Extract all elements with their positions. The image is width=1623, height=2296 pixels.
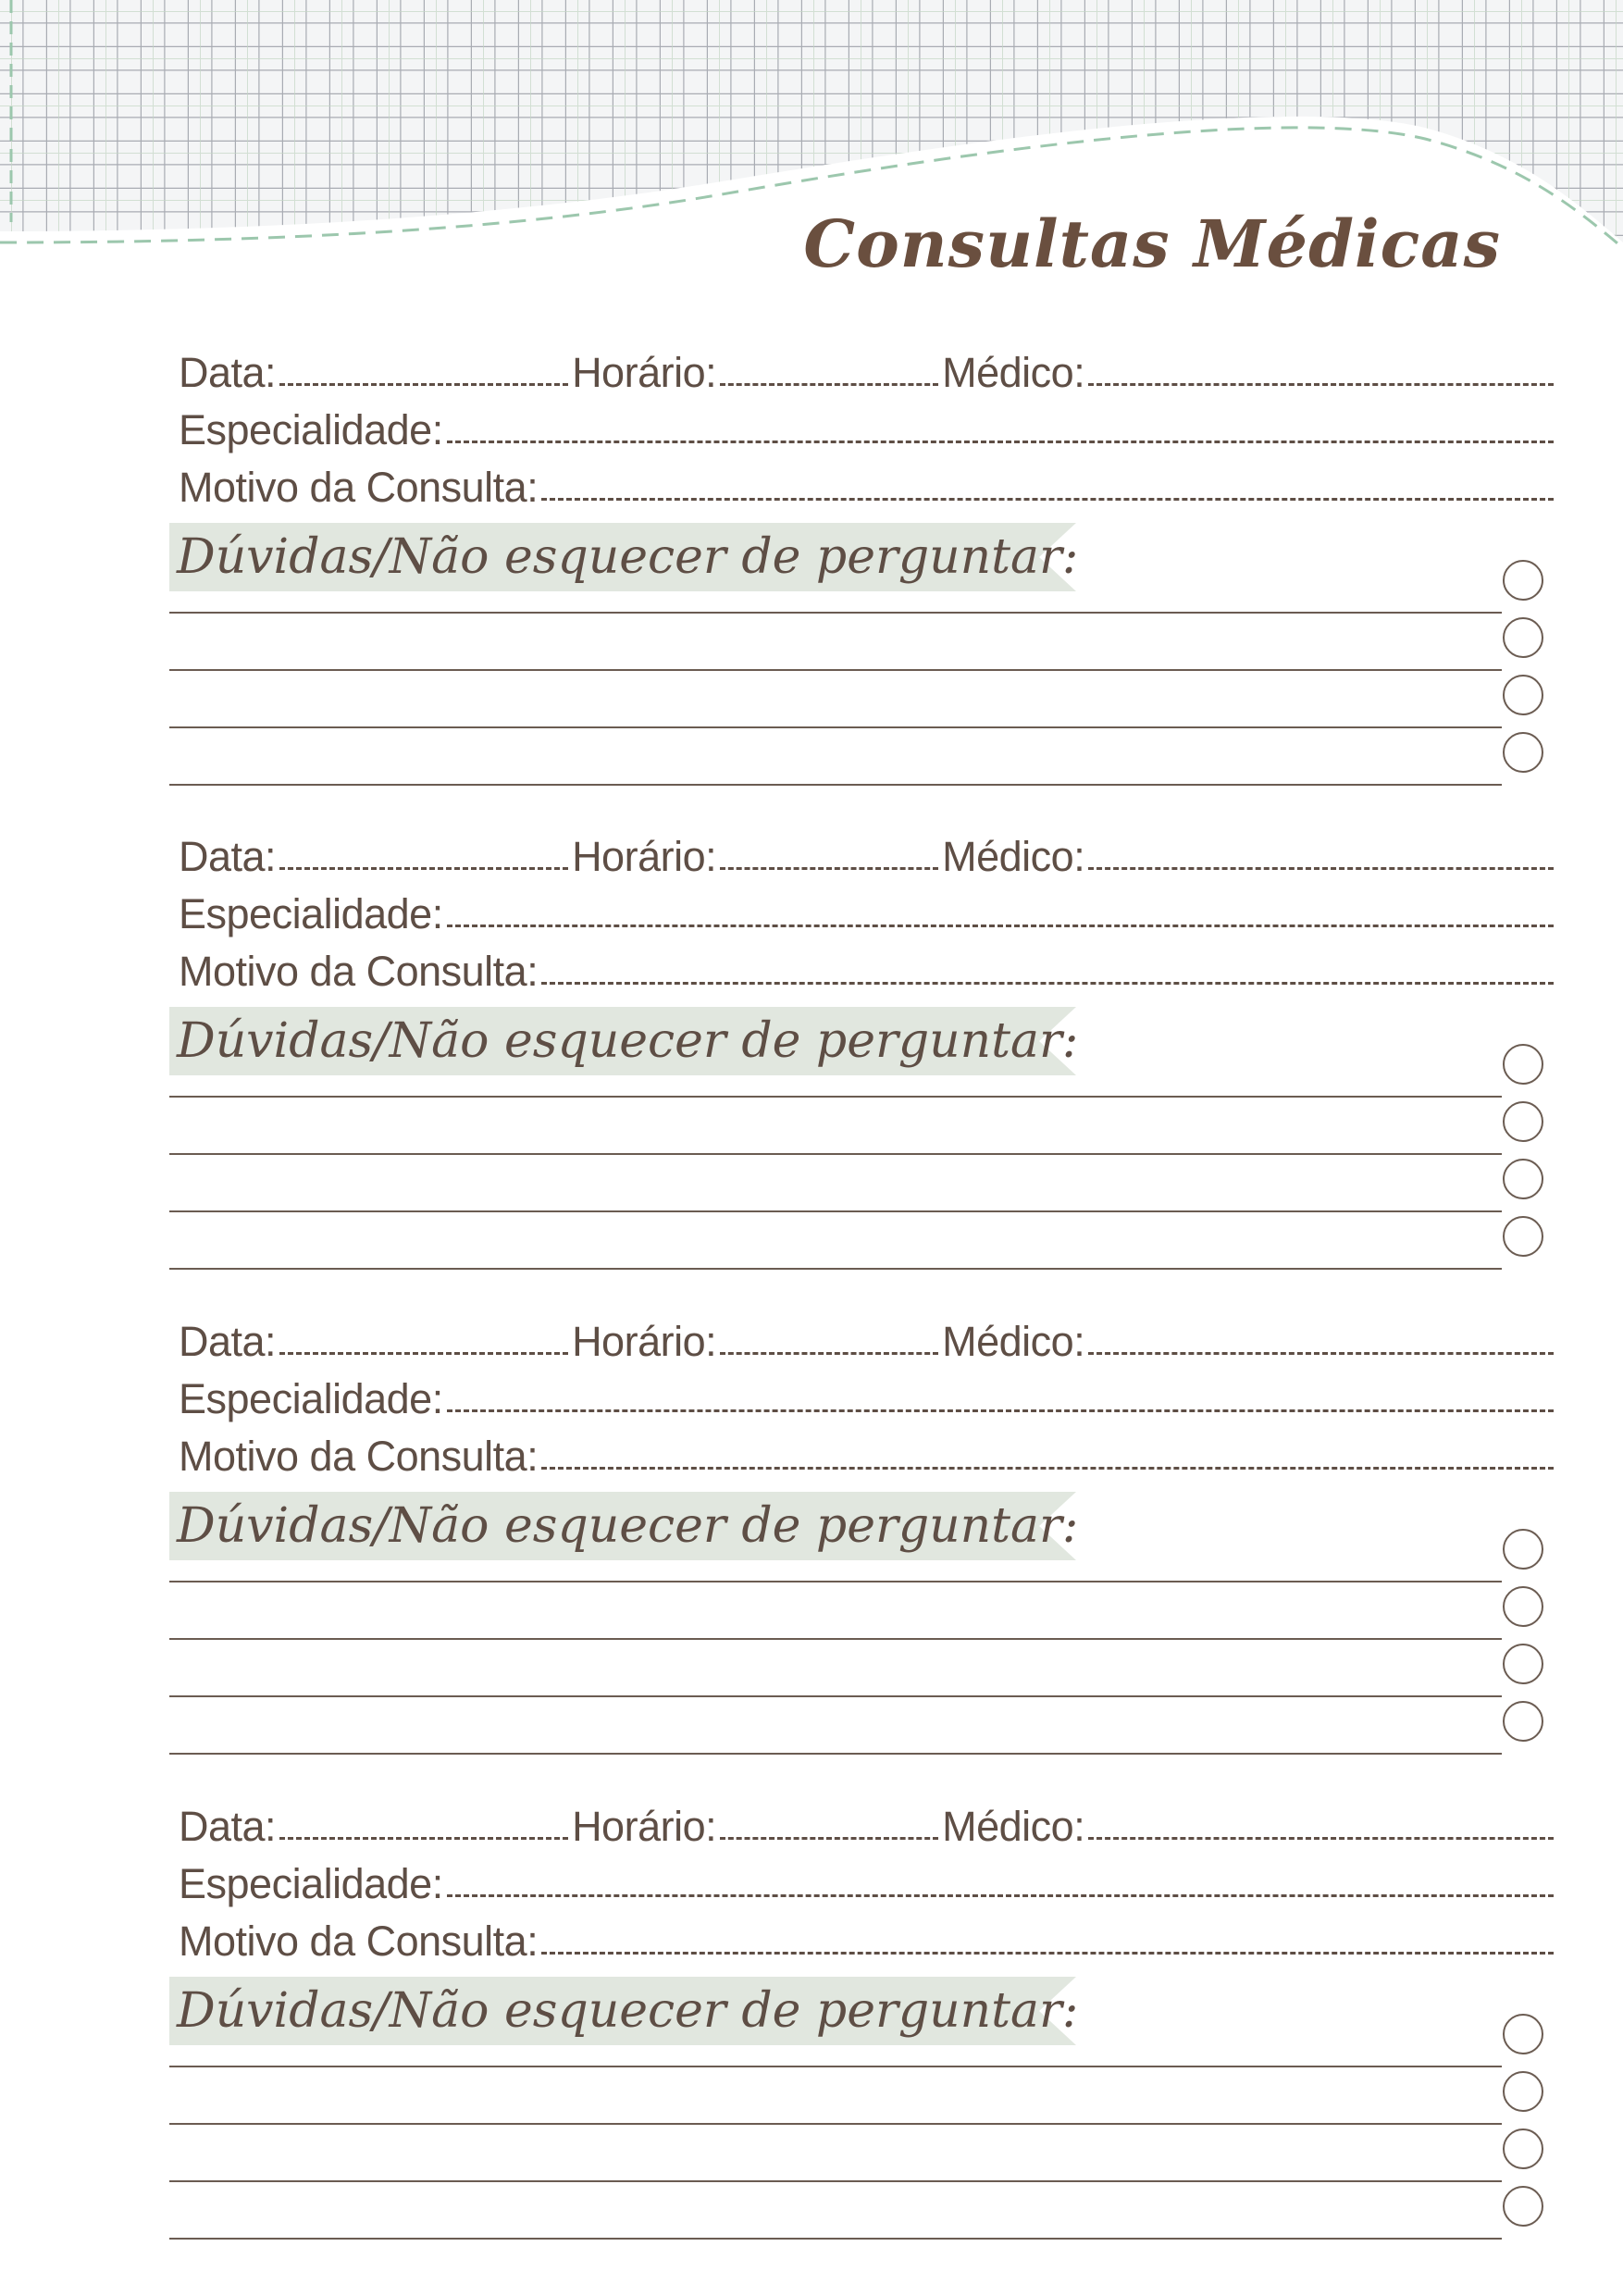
- date-label: Data:: [179, 833, 277, 880]
- question-line[interactable]: [169, 2238, 1502, 2240]
- question-line[interactable]: [169, 1096, 1502, 1098]
- appointment-block-2: [0, 822, 1623, 1303]
- specialty-label: Especialidade:: [179, 1860, 443, 1907]
- doctor-label: Médico:: [942, 833, 1085, 880]
- date-label: Data:: [179, 1318, 277, 1365]
- specialty-field[interactable]: [447, 1409, 1554, 1412]
- time-field[interactable]: [720, 867, 938, 870]
- question-line[interactable]: [169, 669, 1502, 671]
- question-checkbox[interactable]: [1503, 560, 1543, 601]
- questions-banner: [169, 523, 1095, 591]
- time-field[interactable]: [720, 1837, 938, 1840]
- question-checkbox[interactable]: [1503, 732, 1543, 773]
- date-label: Data:: [179, 1803, 277, 1850]
- reason-field[interactable]: [541, 982, 1554, 985]
- doctor-field[interactable]: [1088, 383, 1554, 386]
- appointment-block-3: [0, 1307, 1623, 1788]
- doctor-label: Médico:: [942, 1318, 1085, 1365]
- question-checkbox[interactable]: [1503, 2014, 1543, 2054]
- question-line[interactable]: [169, 1753, 1502, 1755]
- time-label: Horário:: [572, 1318, 717, 1365]
- question-line[interactable]: [169, 1638, 1502, 1640]
- question-line[interactable]: [169, 784, 1502, 786]
- question-line[interactable]: [169, 1581, 1502, 1582]
- question-checkbox[interactable]: [1503, 2071, 1543, 2112]
- doctor-field[interactable]: [1088, 1352, 1554, 1355]
- reason-label: Motivo da Consulta:: [179, 1433, 539, 1480]
- date-field[interactable]: [279, 383, 568, 386]
- appointment-block-1: [0, 338, 1623, 819]
- question-checkbox[interactable]: [1503, 617, 1543, 658]
- specialty-label: Especialidade:: [179, 406, 443, 453]
- specialty-field[interactable]: [447, 1894, 1554, 1897]
- questions-label: Dúvidas/Não esquecer de perguntar:: [177, 1013, 1079, 1069]
- question-line[interactable]: [169, 1210, 1502, 1212]
- doctor-field[interactable]: [1088, 867, 1554, 870]
- question-checkbox[interactable]: [1503, 1644, 1543, 1684]
- doctor-label: Médico:: [942, 1803, 1085, 1850]
- questions-label: Dúvidas/Não esquecer de perguntar:: [177, 529, 1079, 585]
- reason-label: Motivo da Consulta:: [179, 1917, 539, 1965]
- question-line[interactable]: [169, 2180, 1502, 2182]
- question-checkbox[interactable]: [1503, 1701, 1543, 1742]
- reason-field[interactable]: [541, 498, 1554, 501]
- doctor-label: Médico:: [942, 349, 1085, 396]
- question-checkbox[interactable]: [1503, 1101, 1543, 1142]
- reason-label: Motivo da Consulta:: [179, 464, 539, 511]
- question-checkbox[interactable]: [1503, 1044, 1543, 1085]
- date-field[interactable]: [279, 867, 568, 870]
- questions-banner: [169, 1492, 1095, 1560]
- question-checkbox[interactable]: [1503, 2186, 1543, 2227]
- question-line[interactable]: [169, 1695, 1502, 1697]
- date-field[interactable]: [279, 1352, 568, 1355]
- question-checkbox[interactable]: [1503, 1159, 1543, 1199]
- page-title: Consultas Médicas: [803, 205, 1501, 282]
- time-field[interactable]: [720, 1352, 938, 1355]
- question-line[interactable]: [169, 726, 1502, 728]
- date-field[interactable]: [279, 1837, 568, 1840]
- question-line[interactable]: [169, 1153, 1502, 1155]
- questions-banner: [169, 1977, 1095, 2045]
- question-checkbox[interactable]: [1503, 675, 1543, 715]
- question-checkbox[interactable]: [1503, 1529, 1543, 1570]
- time-field[interactable]: [720, 383, 938, 386]
- date-label: Data:: [179, 349, 277, 396]
- question-checkbox[interactable]: [1503, 2128, 1543, 2169]
- question-line[interactable]: [169, 612, 1502, 614]
- specialty-label: Especialidade:: [179, 890, 443, 937]
- specialty-label: Especialidade:: [179, 1375, 443, 1422]
- appointment-block-4: [0, 1792, 1623, 2273]
- questions-banner: [169, 1007, 1095, 1075]
- time-label: Horário:: [572, 833, 717, 880]
- question-line[interactable]: [169, 2123, 1502, 2125]
- reason-label: Motivo da Consulta:: [179, 948, 539, 995]
- reason-field[interactable]: [541, 1467, 1554, 1470]
- specialty-field[interactable]: [447, 441, 1554, 443]
- question-checkbox[interactable]: [1503, 1216, 1543, 1257]
- reason-field[interactable]: [541, 1952, 1554, 1955]
- questions-label: Dúvidas/Não esquecer de perguntar:: [177, 1983, 1079, 2039]
- question-line[interactable]: [169, 1268, 1502, 1270]
- time-label: Horário:: [572, 1803, 717, 1850]
- questions-label: Dúvidas/Não esquecer de perguntar:: [177, 1498, 1079, 1554]
- question-line[interactable]: [169, 2066, 1502, 2067]
- specialty-field[interactable]: [447, 925, 1554, 927]
- time-label: Horário:: [572, 349, 717, 396]
- doctor-field[interactable]: [1088, 1837, 1554, 1840]
- question-checkbox[interactable]: [1503, 1586, 1543, 1627]
